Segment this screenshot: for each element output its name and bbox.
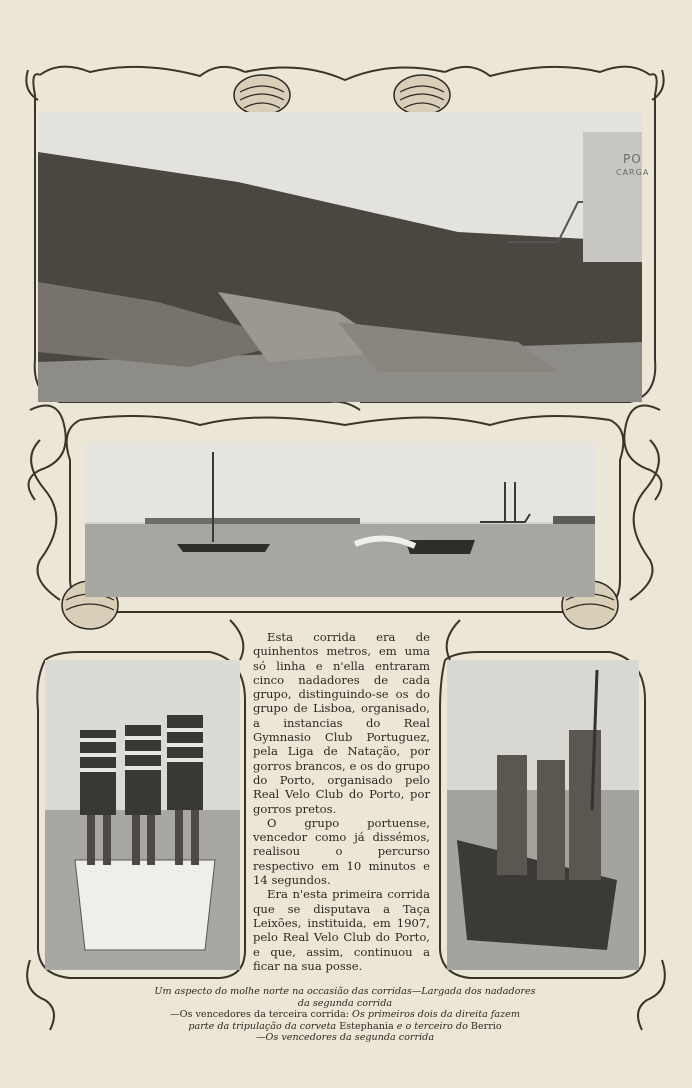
caption-line: da segunda corrida [297,997,393,1009]
caption-line [80,1021,610,1033]
caption-text: e o terceiro do [393,1020,471,1032]
caption-text: —Os vencedores da terceira corrida: [170,1009,352,1021]
article-body [253,630,430,973]
caption-line: Um aspecto do molhe norte na occasião das corridas—Largada dos nadadores [154,986,536,997]
caption-text: Os primeiros dois da direita fazem [352,1009,520,1021]
caption-ship-name: Estephania [339,1020,394,1032]
article-paragraph: O grupo portuense, vencedor como já dissémos, realisou o percurso respectivo em 10 minutos e 14 segundos. [253,815,430,888]
photo-caption [80,986,610,1044]
photo-winners-second-race [45,660,240,970]
photo-winners-third-race [447,660,639,970]
caption-line: —Os vencedores da segunda corrida [255,1032,435,1044]
photo-swimmers-start [85,442,595,597]
warehouse-sign-sub: CARGA [616,168,650,177]
caption-text: parte da tripulação da corveta [188,1020,340,1032]
article-paragraph: Esta corrida era de quinhentos metros, em uma só linha e n'ella entraram cinco nadadores de cada grupo, distinguindo-se os do grupo de Lisboa, organisado, a instancias do Real Gymnasio Club Portuguez, pela Liga de Natação, por gorros brancos, e os do grupo do Porto, organisado pelo Real Velo Club do Porto, por gorros pretos. [253,630,430,816]
article-paragraph: Era n'esta primeira corrida que se disputava a Taça Leixões, instituida, em 1907, pelo Real Velo Club do Porto, e que, assim, continuou a ficar na sua posse. [253,887,430,973]
photo-north-pier-crowd [38,112,650,402]
caption-line [80,1009,610,1021]
caption-ship-name: Berrio [470,1020,502,1032]
warehouse-sign: PO [623,152,642,166]
